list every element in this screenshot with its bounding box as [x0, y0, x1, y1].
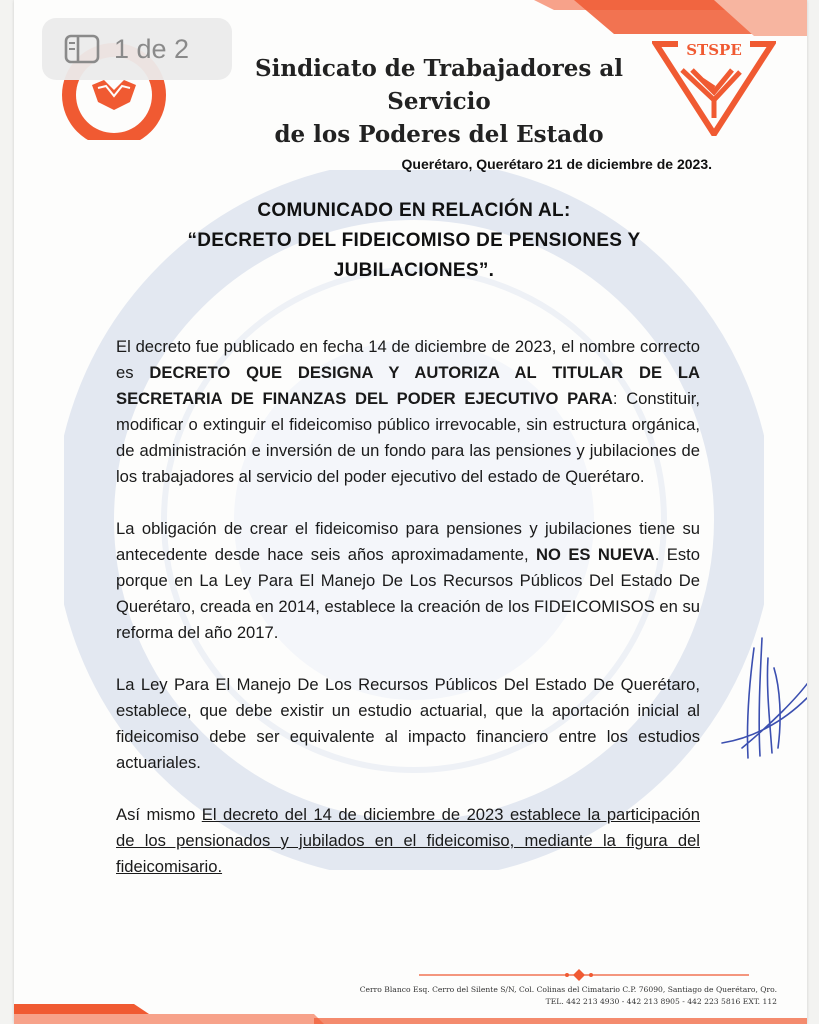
stspe-logo [652, 40, 776, 136]
organization-name-line2: de los Poderes del Estado [274, 121, 604, 148]
paragraph-2: La obligación de crear el fideicomiso para pensiones y jubilaciones tiene su antecedente desde hace seis años aproximadamente, NO ES NUEVA. Esto porque en La Ley Para El Manejo De Los Recursos Públicos Del Estado De Querétaro, creada en 2014, establece la creación de los FIDEICOMISOS en su reforma del año 2017. [116, 519, 700, 642]
footer-ornament [419, 967, 749, 983]
paragraph-3: La Ley Para El Manejo De Los Recursos Públicos Del Estado De Querétaro, establece, que debe existir un estudio actuarial, que la aportación inicial al fideicomiso debe ser equivalente al impacto financiero entre los estudios actuariales. [116, 675, 700, 772]
title-line2: “DECRETO DEL FIDEICOMISO DE PENSIONES Y [187, 230, 641, 251]
organization-name [209, 52, 669, 151]
underlined-statement: El decreto del 14 de diciembre de 2023 establece la participación de los pensionados y jubilados en el fideicomiso, mediante la figura del fideicomisario. [116, 805, 700, 876]
footer-address-line: Cerro Blanco Esq. Cerro del Silente S/N, Col. Colinas del Cimatario C.P. 76090, Santiago de Querétaro, Qro. [359, 985, 777, 994]
page-indicator-badge[interactable] [42, 18, 232, 80]
not-new-emphasis: NO ES NUEVA [536, 545, 655, 564]
footer-phones-line: TEL. 442 213 4930 - 442 213 8905 - 442 223 5816 EXT. 112 [545, 997, 777, 1006]
decree-official-name: DECRETO QUE DESIGNA Y AUTORIZA AL TITULAR DE LA SECRETARIA DE FINANZAS DEL PODER EJECUTIVO PARA [116, 363, 700, 408]
organization-name-line1: Sindicato de Trabajadores al Servicio [255, 55, 623, 115]
letter-date: Querétaro, Querétaro 21 de diciembre de 2023. [401, 156, 712, 172]
communique-title [114, 196, 714, 286]
page-thumbnail-icon [64, 34, 100, 64]
bottom-decorative-band [14, 984, 807, 1024]
paragraph-1: El decreto fue publicado en fecha 14 de diciembre de 2023, el nombre correcto es DECRETO QUE DESIGNA Y AUTORIZA AL TITULAR DE LA SECRETARIA DE FINANZAS DEL PODER EJECUTIVO PARA: Constituir, modificar o extinguir el fideicomiso público irrevocable, sin estructura orgánica, de administración e inversión de un fondo para las pensiones y jubilaciones de los trabajadores al servicio del poder ejecutivo del estado de Querétaro. [116, 337, 700, 486]
document-page [14, 0, 807, 1024]
title-line3: JUBILACIONES”. [333, 260, 495, 281]
letter-body [116, 334, 700, 906]
handwritten-signature [702, 628, 807, 768]
paragraph-4: Así mismo El decreto del 14 de diciembre de 2023 establece la participación de los pensionados y jubilados en el fideicomiso, mediante la figura del fideicomisario. [116, 805, 700, 876]
page-indicator-text: 1 de 2 [114, 33, 190, 64]
stspe-logo-text: STSPE [686, 41, 742, 59]
title-line1: COMUNICADO EN RELACIÓN AL: [257, 200, 571, 221]
